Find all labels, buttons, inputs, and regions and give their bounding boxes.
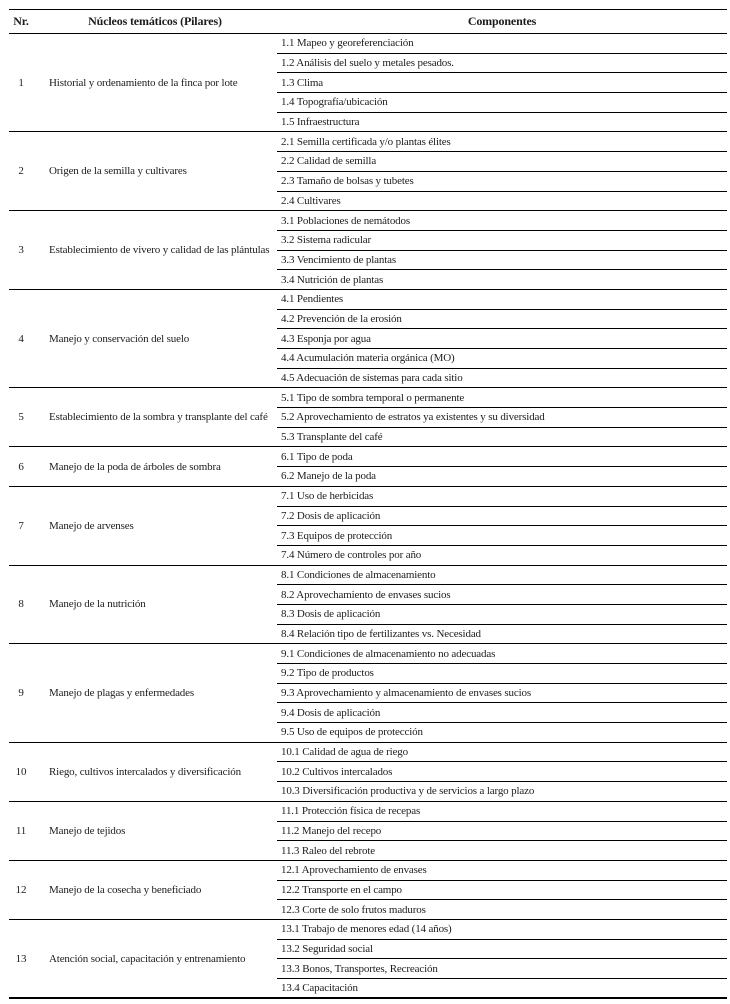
component-cell: 10.1 Calidad de agua de riego <box>277 742 727 762</box>
component-cell: 13.2 Seguridad social <box>277 939 727 959</box>
pillar-number: 4 <box>9 289 33 387</box>
pillar-number: 2 <box>9 132 33 211</box>
component-cell: 1.1 Mapeo y georeferenciación <box>277 34 727 54</box>
header-nr: Nr. <box>9 10 33 34</box>
component-cell: 9.3 Aprovechamiento y almacenamiento de envases sucios <box>277 683 727 703</box>
component-row <box>9 34 727 54</box>
component-cell: 6.2 Manejo de la poda <box>277 467 727 487</box>
component-row <box>9 132 727 152</box>
component-cell: 4.3 Esponja por agua <box>277 329 727 349</box>
component-cell: 11.2 Manejo del recepo <box>277 821 727 841</box>
component-cell: 1.3 Clima <box>277 73 727 93</box>
pillar-name: Manejo de la cosecha y beneficiado <box>33 860 277 919</box>
component-row <box>9 742 727 762</box>
component-cell: 9.2 Tipo de productos <box>277 664 727 684</box>
pillar-number: 1 <box>9 34 33 132</box>
component-cell: 5.3 Transplante del café <box>277 427 727 447</box>
component-row <box>9 919 727 939</box>
component-cell: 13.3 Bonos, Transportes, Recreación <box>277 959 727 979</box>
pillars-table-container <box>9 9 727 999</box>
pillar-name: Manejo de la nutrición <box>33 565 277 644</box>
component-cell: 3.3 Vencimiento de plantas <box>277 250 727 270</box>
component-cell: 7.1 Uso de herbicidas <box>277 486 727 506</box>
component-cell: 11.3 Raleo del rebrote <box>277 841 727 861</box>
component-cell: 10.2 Cultivos intercalados <box>277 762 727 782</box>
table-body <box>9 34 727 999</box>
component-row <box>9 644 727 664</box>
component-cell: 8.3 Dosis de aplicación <box>277 604 727 624</box>
component-cell: 12.2 Transporte en el campo <box>277 880 727 900</box>
component-cell: 10.3 Diversificación productiva y de servicios a largo plazo <box>277 782 727 802</box>
pillar-number: 11 <box>9 801 33 860</box>
pillar-name: Atención social, capacitación y entrenamiento <box>33 919 277 998</box>
component-cell: 3.1 Poblaciones de nemátodos <box>277 211 727 231</box>
pillar-name: Riego, cultivos intercalados y diversificación <box>33 742 277 801</box>
component-cell: 4.2 Prevención de la erosión <box>277 309 727 329</box>
pillar-number: 9 <box>9 644 33 742</box>
component-cell: 9.4 Dosis de aplicación <box>277 703 727 723</box>
pillar-number: 8 <box>9 565 33 644</box>
component-cell: 13.1 Trabajo de menores edad (14 años) <box>277 919 727 939</box>
component-row <box>9 447 727 467</box>
component-row <box>9 860 727 880</box>
table-header <box>9 10 727 34</box>
pillar-number: 3 <box>9 211 33 290</box>
component-cell: 7.3 Equipos de protección <box>277 526 727 546</box>
component-cell: 9.1 Condiciones de almacenamiento no adecuadas <box>277 644 727 664</box>
pillars-table <box>9 9 727 999</box>
component-cell: 6.1 Tipo de poda <box>277 447 727 467</box>
pillar-name: Manejo y conservación del suelo <box>33 289 277 387</box>
component-cell: 1.4 Topografía/ubicación <box>277 93 727 113</box>
component-cell: 5.2 Aprovechamiento de estratos ya existentes y su diversidad <box>277 408 727 428</box>
component-cell: 2.4 Cultivares <box>277 191 727 211</box>
component-cell: 9.5 Uso de equipos de protección <box>277 723 727 743</box>
pillar-number: 10 <box>9 742 33 801</box>
component-row <box>9 388 727 408</box>
component-cell: 8.2 Aprovechamiento de envases sucios <box>277 585 727 605</box>
header-row <box>9 10 727 34</box>
pillar-name: Origen de la semilla y cultivares <box>33 132 277 211</box>
component-cell: 5.1 Tipo de sombra temporal o permanente <box>277 388 727 408</box>
component-cell: 4.4 Acumulación materia orgánica (MO) <box>277 349 727 369</box>
component-row <box>9 565 727 585</box>
pillar-name: Manejo de tejidos <box>33 801 277 860</box>
component-row <box>9 486 727 506</box>
pillar-name: Manejo de la poda de árboles de sombra <box>33 447 277 486</box>
component-cell: 1.5 Infraestructura <box>277 112 727 132</box>
pillar-number: 7 <box>9 486 33 565</box>
component-cell: 3.2 Sistema radicular <box>277 230 727 250</box>
component-cell: 13.4 Capacitación <box>277 979 727 999</box>
pillar-name: Historial y ordenamiento de la finca por lote <box>33 34 277 132</box>
pillar-number: 6 <box>9 447 33 486</box>
header-componentes: Componentes <box>277 10 727 34</box>
component-cell: 2.2 Calidad de semilla <box>277 152 727 172</box>
component-cell: 8.4 Relación tipo de fertilizantes vs. Necesidad <box>277 624 727 644</box>
component-cell: 2.1 Semilla certificada y/o plantas élites <box>277 132 727 152</box>
component-cell: 3.4 Nutrición de plantas <box>277 270 727 290</box>
component-cell: 4.1 Pendientes <box>277 289 727 309</box>
component-cell: 11.1 Protección física de recepas <box>277 801 727 821</box>
pillar-number: 5 <box>9 388 33 447</box>
component-row <box>9 801 727 821</box>
pillar-name: Establecimiento de vivero y calidad de las plántulas <box>33 211 277 290</box>
pillar-name: Manejo de arvenses <box>33 486 277 565</box>
component-cell: 2.3 Tamaño de bolsas y tubetes <box>277 171 727 191</box>
component-cell: 7.2 Dosis de aplicación <box>277 506 727 526</box>
component-cell: 12.3 Corte de solo frutos maduros <box>277 900 727 920</box>
pillar-number: 13 <box>9 919 33 998</box>
pillar-number: 12 <box>9 860 33 919</box>
component-cell: 8.1 Condiciones de almacenamiento <box>277 565 727 585</box>
component-cell: 4.5 Adecuación de sistemas para cada sitio <box>277 368 727 388</box>
component-cell: 7.4 Número de controles por año <box>277 545 727 565</box>
component-row <box>9 289 727 309</box>
component-cell: 12.1 Aprovechamiento de envases <box>277 860 727 880</box>
pillar-name: Manejo de plagas y enfermedades <box>33 644 277 742</box>
component-row <box>9 211 727 231</box>
header-nucleos-tematicos: Núcleos temáticos (Pilares) <box>33 10 277 34</box>
pillar-name: Establecimiento de la sombra y transplante del café <box>33 388 277 447</box>
component-cell: 1.2 Análisis del suelo y metales pesados. <box>277 53 727 73</box>
